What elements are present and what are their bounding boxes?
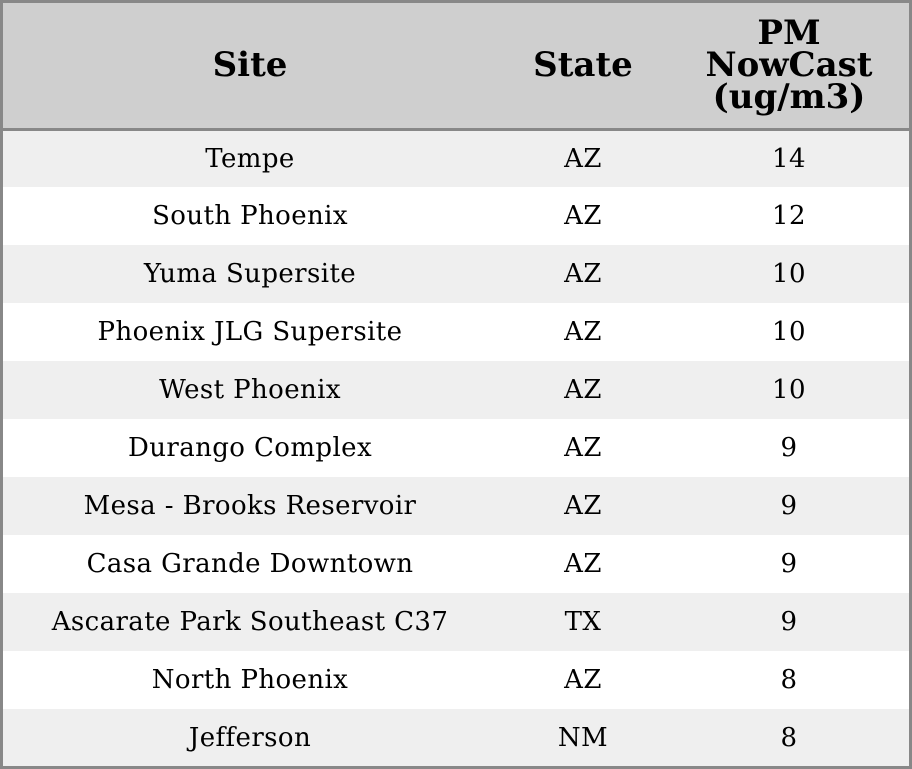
pm-value-cell: 12: [772, 201, 806, 231]
site-cell: South Phoenix: [152, 201, 348, 231]
site-cell: Tempe: [205, 143, 295, 174]
header-row: [3, 3, 909, 129]
table-row: [3, 187, 909, 245]
site-cell: Casa Grande Downtown: [86, 549, 414, 579]
site-cell: Mesa - Brooks Reservoir: [83, 491, 417, 521]
pm-value-cell: 8: [780, 665, 798, 695]
pm-value-cell: 9: [780, 607, 798, 637]
pm-value-cell: 9: [780, 549, 798, 579]
site-cell: Ascarate Park Southeast C37: [51, 607, 449, 637]
table-row: [3, 535, 909, 593]
pm-value-cell: 8: [780, 723, 798, 753]
table-row: [3, 245, 909, 303]
pm-value-cell: 9: [780, 433, 798, 463]
site-cell: North Phoenix: [151, 665, 349, 695]
state-cell: AZ: [564, 491, 602, 521]
state-cell: AZ: [564, 433, 602, 463]
site-cell: Jefferson: [188, 723, 312, 753]
table-row: [3, 593, 909, 651]
pm-nowcast-table: [3, 3, 909, 767]
state-cell: AZ: [564, 143, 602, 174]
state-cell: AZ: [564, 549, 602, 579]
table-row: [3, 709, 909, 767]
table-row: [3, 303, 909, 361]
table-row: [3, 477, 909, 535]
state-cell: AZ: [564, 201, 602, 231]
site-cell: West Phoenix: [159, 375, 341, 405]
table-row: [3, 419, 909, 477]
site-cell: Phoenix JLG Supersite: [97, 317, 403, 347]
state-cell: TX: [564, 607, 602, 637]
pm-value-cell: 10: [772, 259, 806, 289]
pm-value-cell: 9: [780, 491, 798, 521]
site-cell: Yuma Supersite: [143, 259, 357, 289]
pm-value-cell: 10: [772, 317, 806, 347]
state-cell: AZ: [564, 317, 602, 347]
table-header: [3, 3, 909, 129]
column-header-site: Site: [3, 3, 497, 129]
state-cell: NM: [557, 723, 609, 753]
site-cell: Durango Complex: [127, 433, 373, 463]
state-cell: AZ: [564, 665, 602, 695]
pm-value-cell: 14: [772, 143, 806, 174]
table-row: [3, 361, 909, 419]
state-cell: AZ: [564, 259, 602, 289]
table-body: [3, 129, 909, 767]
column-header-pm-nowcast: PM NowCast (ug/m3): [669, 3, 909, 129]
state-cell: AZ: [564, 375, 602, 405]
table-row: [3, 129, 909, 187]
pm-value-cell: 10: [772, 375, 806, 405]
column-header-state: State: [497, 3, 669, 129]
table-row: [3, 651, 909, 709]
